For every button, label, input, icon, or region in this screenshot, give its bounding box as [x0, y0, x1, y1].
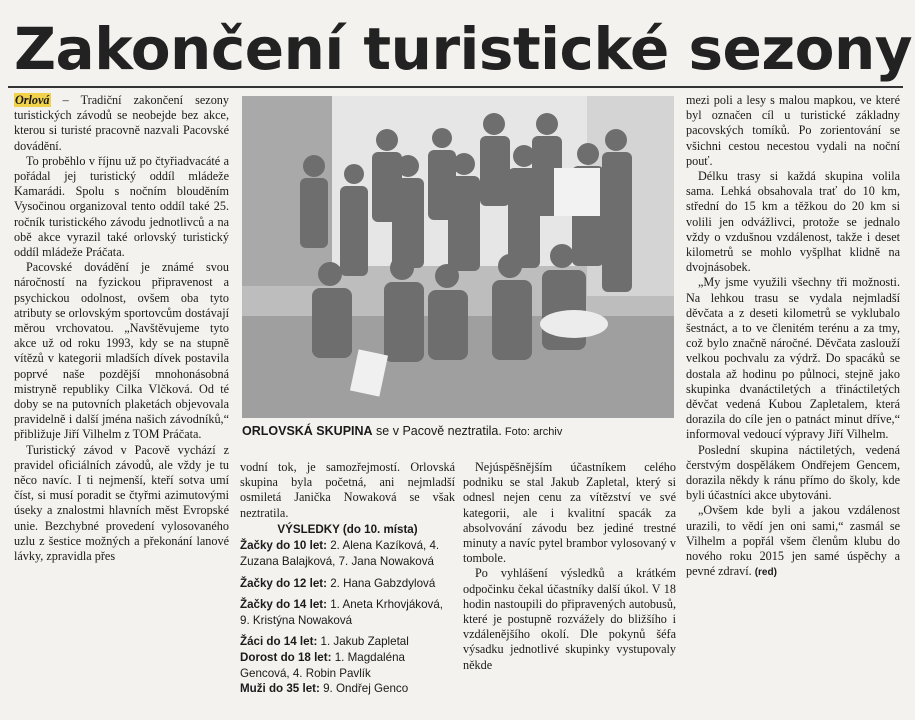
- paragraph: To proběhlo v říjnu už po čtyřiadvacáté a pořádal jej turistický oddíl mládeže Kamarádi. Spolu s nočním blouděním Vysočinou organizoval tento oddíl také 25. ročník turistického závodu jednotlivců a na obě akce vyrazil také orlovský turistický oddíl mládeže Práčata.: [14, 153, 229, 260]
- lead-text: – Tradiční zakončení sezony turistických závodů se neobejde bez akce, kterou si turisté pracovně nazvali Pacovské dovádění.: [14, 93, 229, 153]
- results-item: [240, 576, 455, 592]
- signature: (red): [754, 567, 777, 579]
- results-box: [240, 522, 455, 697]
- results-item: [240, 634, 455, 650]
- paragraph: Délku trasy si každá skupina volila sama. Lehká obsahovala trať do 10 km, střední do 15 km a těžkou do 20 km si volili jen odvážlivci, protože se jednalo vždy o vzdušnou vzdálenost, takže i deset kilometrů se mohlo vyšplhat klidně na dvojnásobek.: [686, 169, 900, 275]
- results-category: Žáci do 14 let:: [240, 635, 318, 649]
- results-names: 2. Alena Kazíková, 4. Zuzana Balajková, 7. Jana Nowaková: [240, 539, 440, 568]
- results-names: 1. Jakub Zapletal: [317, 635, 409, 649]
- results-category: Žačky do 10 let:: [240, 539, 327, 553]
- lead-paragraph: [14, 93, 229, 154]
- photo-credit: Foto: archiv: [501, 426, 563, 438]
- results-item: [240, 681, 455, 697]
- results-category: Žačky do 12 let:: [240, 576, 327, 590]
- column-3: [463, 460, 676, 673]
- results-item: [240, 597, 455, 628]
- results-category: Dorost do 18 let:: [240, 650, 332, 664]
- headline-rule: [8, 86, 903, 88]
- results-title: VÝSLEDKY (do 10. místa): [277, 522, 418, 536]
- results-item: [240, 650, 455, 681]
- paragraph: vodní tok, je samozřejmostí. Orlovská skupina byla početná, ani nejmladší osmiletá Janička Nowaková se však neztratila.: [240, 460, 455, 520]
- results-names: 1. Magdaléna Gencová, 4. Robin Pavlík: [240, 650, 405, 680]
- results-item: [240, 538, 455, 569]
- paragraph: mezi poli a lesy s malou mapkou, ve které byl označen cíl u turistické základny pacovských tomíků. Po zorientování se všichni cestou necestou vydali na noční pouť.: [686, 93, 900, 168]
- results-names: 9. Ondřej Genco: [319, 682, 409, 696]
- group-photo: [242, 96, 674, 418]
- closing-text: „Ovšem kde byli a jakou vzdálenost urazili, to vědí jen oni sami,“ zasmál se Vilhelm a popřál všem členům klubu do nového roku 2015 jen samé úspěchy a pevné zdraví.: [686, 503, 900, 579]
- paragraph: Po vyhlášení výsledků a krátkém odpočinku čekal účastníky další úkol. V 18 hodin nastoupili do připravených autobusů, které je postupně rozvážely do bližšího i vzdálenějšího okolí. Dle pokynů šéfa výsadku jednotlivé skupinky vystupovaly někde: [463, 566, 676, 672]
- caption-text: se v Pacově neztratila.: [372, 424, 502, 438]
- headline: Zakončení turistické sezony: [14, 15, 913, 83]
- results-names: 1. Aneta Krhovjáková, 9. Kristýna Nowaková: [240, 598, 444, 627]
- paragraph: Poslední skupina náctiletých, vedená čerstvým dospělákem Ondřejem Gencem, dorazila někdy k ránu přímo do školy, kde byli účastníci akce ubytováni.: [686, 442, 900, 503]
- group-photo-icon: [242, 96, 674, 418]
- column-4: [686, 93, 900, 581]
- paragraph: [686, 503, 900, 580]
- results-category: Muži do 35 let:: [240, 682, 320, 696]
- column-1: [14, 93, 229, 564]
- paragraph: Turistický závod v Pacově vychází z pravidel oficiálních závodů, ale vždy je tu něco navíc. I ti nejmenší, kteří sotva umí číst, si musí poradit se čtyřmi azimutovými úseky a znalostmi hlavních měst Evropské unie. Bezchybné provedení vylosovaného uzlu z šestice možných a překonání lanové lávky, zpravidla přes: [14, 442, 229, 564]
- results-category: Žačky do 14 let:: [240, 598, 327, 612]
- dateline-place: Orlová: [15, 93, 50, 107]
- paragraph: Pacovské dovádění je známé svou náročností na fyzickou připravenost a psychickou odolnost, ovšem oba tyto atributy se orlovským sportovcům dostávají měrou vrchovatou. „Navštěvujeme tyto akce už od roku 1993, kdy se na stupně vítězů v kategorii mladších dívek postavila poprvé naše pozdější mnohonásobná mistryně republiky Cilka Vlčková. Od té doby se na putovních plaketách objevovala pravidelně i další jména našich závodníků,“ přibližuje Jiří Vilhelm z TOM Práčata.: [14, 260, 229, 442]
- results-names: 2. Hana Gabzdylová: [327, 576, 436, 590]
- caption-lead: ORLOVSKÁ SKUPINA: [242, 424, 373, 438]
- paragraph: „My jsme využili všechny tři možnosti. Na lehkou trasu se vydala nejmladší děvčata a z deseti kilometrů se vyklubalo šestnáct, a to ve členitém terénu a za tmy, což bylo značně náročné. Děvčata zaslouží velkou pochvalu za výdrž. Do spacáků se dostala až hodinu po půlnoci, stejně jako skupinka dvanáctiletých a třináctiletých děvčat vedená Kubou Zapletalem, která dorazila do cíle jen o patnáct minut dříve,“ informoval vedoucí výpravy Jiří Vilhelm.: [686, 275, 900, 442]
- column-2: [240, 460, 455, 697]
- paragraph: Nejúspěšnějším účastníkem celého podniku se stal Jakub Zapletal, který si odnesl nejen cenu za vítězství ve své kategorii, ale i kvalitní spacák za absolvování závodu bez jediné trestné minuty a navíc pytel brambor vylosovaný v tombole.: [463, 460, 676, 566]
- photo-caption: [242, 424, 674, 438]
